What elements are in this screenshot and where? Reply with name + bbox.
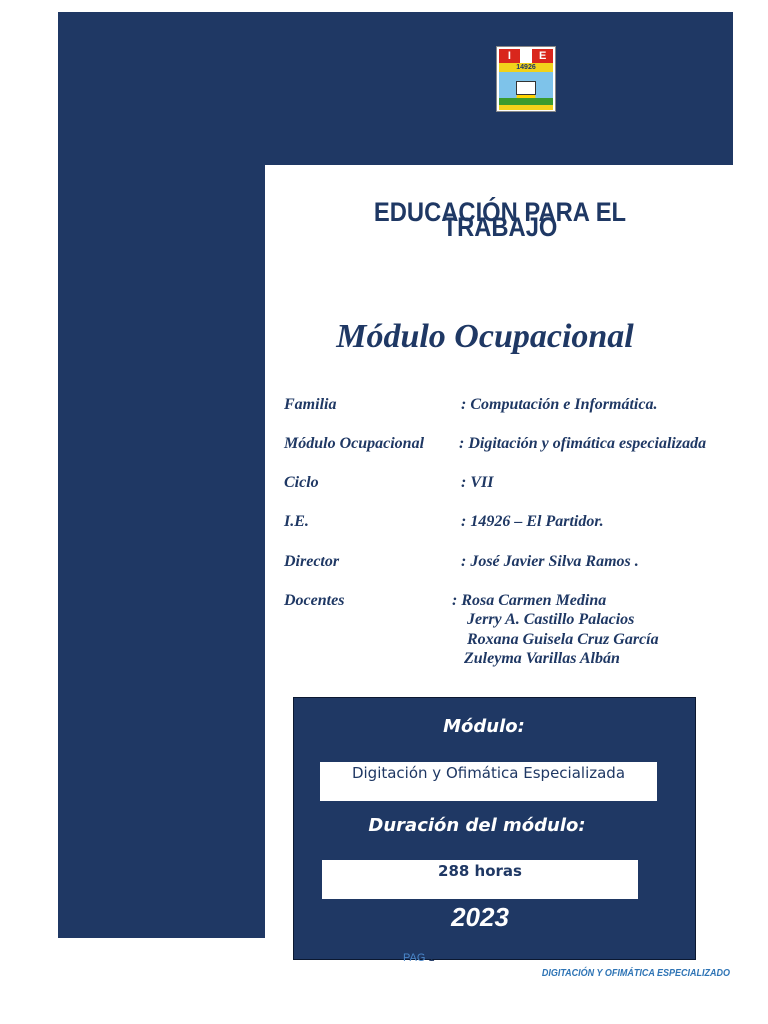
info-label: Director	[284, 553, 340, 570]
docente-name: Jerry A. Castillo Palacios	[467, 611, 635, 628]
info-label: I.E.	[284, 513, 309, 530]
info-label: Docentes	[284, 592, 345, 609]
hours-field	[322, 860, 638, 899]
year: 2023	[451, 902, 509, 932]
info-value: : 14926 – El Partidor.	[461, 513, 604, 530]
docente-name: : Rosa Carmen Medina	[452, 592, 607, 609]
left-navy-band	[58, 12, 265, 938]
module-label: Módulo:	[443, 716, 525, 737]
info-value: : Computación e Informática.	[461, 396, 658, 413]
page-prefix: PAG	[403, 952, 426, 964]
page-number	[403, 952, 435, 964]
module-heading: Módulo Ocupacional	[336, 318, 634, 355]
hours-value: 288 horas	[438, 862, 522, 880]
school-logo	[496, 46, 556, 112]
logo-code: 14926	[499, 63, 553, 72]
info-value: : VII	[461, 474, 494, 491]
docente-name: Zuleyma Varillas Albán	[464, 650, 620, 667]
subject-title: EDUCACIÓN PARA EL TRABAJO	[373, 197, 627, 242]
info-label: Módulo Ocupacional	[284, 435, 425, 452]
logo-letter-i: I	[499, 49, 520, 63]
book-icon	[516, 81, 536, 95]
info-value: : José Javier Silva Ramos .	[461, 553, 639, 570]
footer-text: DIGITACIÓN Y OFIMÁTICA ESPECIALIZADO	[541, 968, 730, 979]
info-value: : Digitación y ofimática especializada	[459, 435, 707, 452]
page-number-value: 1	[428, 952, 435, 964]
module-name-field	[320, 762, 657, 801]
info-label: Familia	[284, 396, 337, 413]
module-summary-box	[293, 697, 696, 960]
duration-label: Duración del módulo:	[368, 815, 586, 836]
docente-name: Roxana Guisela Cruz García	[467, 631, 659, 648]
info-label: Ciclo	[284, 474, 319, 491]
module-name: Digitación y Ofimática Especializada	[351, 764, 626, 782]
logo-letter-e: E	[532, 49, 553, 63]
